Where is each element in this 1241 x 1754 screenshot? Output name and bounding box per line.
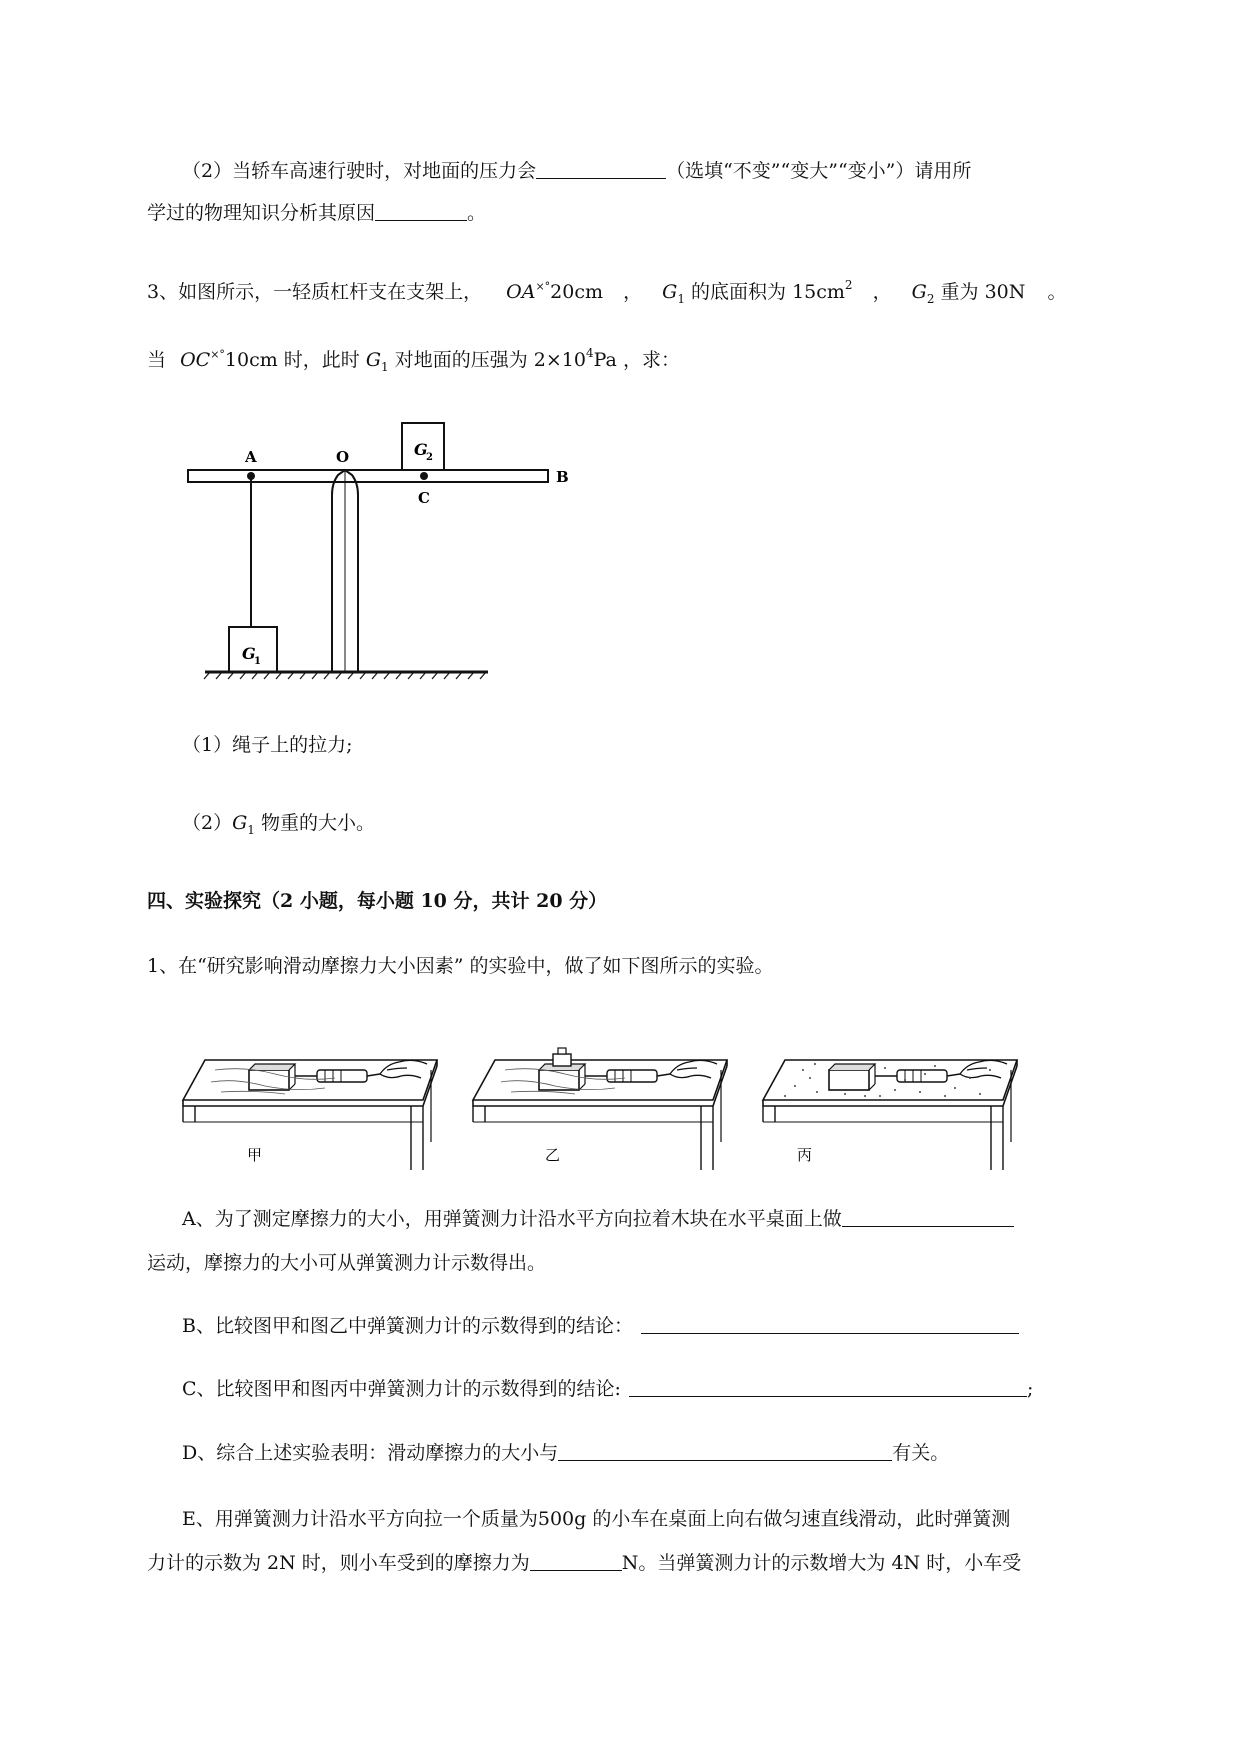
answer-blank[interactable] [536,158,666,179]
answer-blank[interactable] [842,1206,1014,1227]
friction-figures [175,1030,1055,1170]
e1-d [182,1440,949,1466]
answer-blank[interactable] [641,1313,1019,1334]
q2-part2-line2-text: 学过的物理知识分析其原因 [147,202,376,224]
label-bing: 丙 [797,1146,813,1164]
e1-intro [147,953,774,979]
q3-sub2-a: （2） [182,812,233,834]
pressure-value: 2×10 [533,349,586,371]
e1-a-line1 [182,1206,1014,1232]
g1-label: G [242,644,256,663]
e1-c-end: ; [1026,1378,1034,1400]
label-b: B [556,468,569,486]
e1-c-text: C、比较图甲和图丙中弹簧测力计的示数得到的结论: [182,1378,621,1400]
e1-d-end: 有关。 [892,1442,950,1464]
q2-part2-line1 [182,158,971,184]
section-heading [147,888,607,914]
q2-part2-line2 [147,200,486,226]
answer-blank[interactable] [530,1550,622,1571]
g1-sub: 1 [247,823,255,837]
q3-line1: 3、如图所示，一轻质杠杆支在支架上， OA×°20cm ， $G_1$ 的底面积为 $15cm^2$ ， $G_2$ 重为 30N 。 [147,278,1067,306]
e1-b-text: B、比较图甲和图乙中弹簧测力计的示数得到的结论： [182,1315,633,1337]
e1-d-text: D、综合上述实验表明：滑动摩擦力的大小与 [182,1442,559,1464]
q3-intro: 3、如图所示，一轻质杠杆支在支架上， [147,281,483,303]
g2-sub: 2 [926,292,935,306]
answer-blank[interactable] [558,1440,892,1461]
q2-part2-prefix: （2）当轿车高速行驶时，对地面的压力会 [182,160,537,182]
area-exp: 2 [844,278,853,292]
q3-line2-a: 当 [147,349,167,371]
lever-figure [180,415,580,680]
section-title: 四、实验探究（2 小题，每小题 10 分，共计 20 分） [147,890,608,912]
e1-e-line2 [147,1550,1021,1576]
label-jia: 甲 [247,1146,263,1164]
oa-value: 20cm [550,281,604,303]
answer-blank[interactable] [375,200,467,221]
e1-e-text3: N。当弹簧测力计的示数增大为 4N 时，小车受 [621,1552,1022,1574]
e1-e-line1 [182,1506,1010,1532]
e1-c [182,1376,1033,1402]
oa-var: OA [506,281,536,303]
e1-intro-text: 1、在“研究影响滑动摩擦力大小因素” 的实验中，做了如下图所示的实验。 [147,955,774,977]
q3-sub2-b: 物重的大小。 [260,812,375,834]
e1-b [182,1313,1019,1339]
comma: ， [872,281,892,303]
q3-sub1 [182,732,353,758]
label-a: A [245,448,257,466]
lever-beam [188,470,548,482]
area-text: 的底面积为 [691,281,787,303]
g1-var: G [662,281,678,303]
oc-var: OC [180,349,211,371]
comma: ， [623,281,643,303]
pressure-exp: 4 [585,346,594,360]
g2-label-sub: 2 [426,452,433,463]
g1-sub: 1 [677,292,685,306]
q3-line2-b: 时，此时 [283,349,360,371]
weight-value: 30N [984,281,1026,303]
figure-yi [473,1048,727,1170]
oc-value: 10cm [224,349,278,371]
g2-var: G [911,281,927,303]
label-o: O [336,448,350,466]
area-value: 15cm [792,281,845,303]
period: 。 [1047,281,1067,303]
point-c [420,472,428,480]
e1-a-text2: 运动，摩擦力的大小可从弹簧测力计示数得出。 [147,1252,547,1274]
e1-e-text: E、用弹簧测力计沿水平方向拉一个质量为500g 的小车在桌面上向右做匀速直线滑动，此时弹簧测 [182,1508,1011,1530]
q3-line2-c: 对地面的压强为 [394,349,528,371]
q3-line2-d: ，求： [622,349,680,371]
q3-sub1-text: （1）绳子上的拉力; [182,734,353,756]
e1-a-text: A、为了测定摩擦力的大小，用弹簧测力计沿水平方向拉着木块在水平桌面上做 [182,1208,842,1230]
g1-var: G [232,812,248,834]
g2-label: G [414,440,428,459]
q3-line2: 当 OC×°10cm 时，此时 $G_1$ 对地面的压强为 $2\times 10^4Pa$ ，求： [147,346,680,374]
e1-e-text2: 力计的示数为 2N 时，则小车受到的摩擦力为 [147,1552,530,1574]
q2-part2-line2-end: 。 [467,202,487,224]
g1-var: G [365,349,382,371]
label-yi: 乙 [545,1146,561,1164]
pressure-unit: Pa [593,349,617,371]
g1-sub: 1 [381,360,389,374]
answer-blank[interactable] [629,1376,1027,1397]
g1-label-sub: 1 [254,656,261,667]
e1-a-line2 [147,1250,546,1276]
label-c: C [418,489,430,507]
figure-jia [183,1060,437,1170]
weight-text: 重为 [940,281,979,303]
q3-sub2 [182,810,375,843]
q2-part2-suffix: （选填“不变”“变大”“变小”）请用所 [666,160,972,182]
